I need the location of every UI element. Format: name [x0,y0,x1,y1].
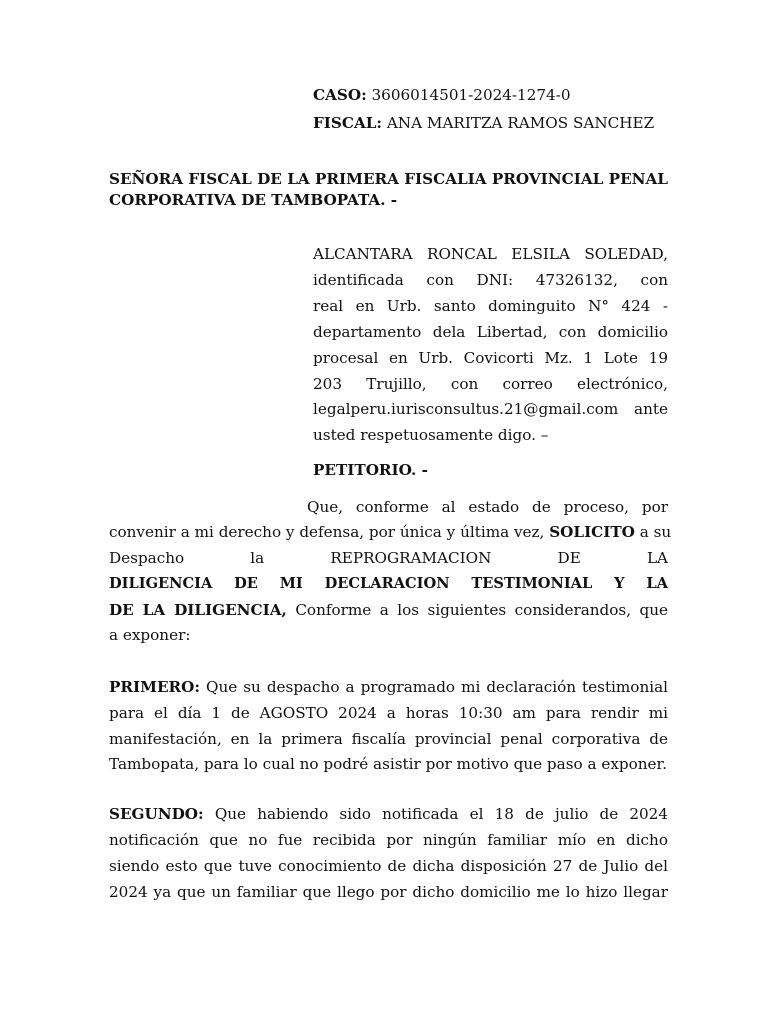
caso-label: CASO: [313,86,367,104]
fiscal-line [313,113,654,133]
petitorio-bold-text: DE LA DILIGENCIA, [109,601,287,619]
solicito-keyword: SOLICITO [549,523,635,541]
primero-line-4: Tambopata, para lo cual no podré asistir por motivo que paso a exponer. [109,755,667,773]
primero-text: Que su despacho a programado mi declaración testimonial [206,678,668,696]
caso-value: 3606014501-2024-1274-0 [371,86,571,104]
petitorio-text: convenir a mi derecho y defensa, por única y última vez, [109,523,545,541]
primero-label: PRIMERO: [109,678,200,696]
primero-line-2: para el día 1 de AGOSTO 2024 a horas 10:30 am para rendir mi [109,704,668,722]
identification-line: legalperu.iurisconsultus.21@gmail.com ante [313,400,668,418]
identification-line: departamento dela Libertad, con domicilio [313,323,668,341]
petitorio-text: Conforme a los siguientes considerandos, que [295,601,668,619]
identification-line: procesal en Urb. Covicorti Mz. 1 Lote 19 [313,349,668,367]
addressee-line-2: CORPORATIVA DE TAMBOPATA. - [109,191,398,209]
petitorio-line-3: Despacho la REPROGRAMACION DE LA [109,549,668,567]
segundo-label: SEGUNDO: [109,805,204,823]
petitorio-line-6: a exponer: [109,626,191,644]
petitorio-line-4: DILIGENCIA DE MI DECLARACION TESTIMONIAL Y LA [109,575,668,592]
segundo-line-4: 2024 ya que un familiar que llego por dicho domicilio me lo hizo llegar [109,883,668,901]
segundo-text: Que habiendo sido notificada el 18 de julio de 2024 [214,805,668,823]
primero-line-1 [109,677,668,699]
petitorio-line-5 [109,600,668,622]
petitorio-line-1: Que, conforme al estado de proceso, por [307,498,668,516]
identification-line: ALCANTARA RONCAL ELSILA SOLEDAD, [313,245,668,263]
segundo-line-1 [109,804,668,826]
identification-line: identificada con DNI: 47326132, con [313,271,668,289]
identification-line: usted respetuosamente digo. – [313,426,549,444]
segundo-line-2: notificación que no fue recibida por ningún familiar mío en dicho [109,831,668,849]
segundo-line-3: siendo esto que tuve conocimiento de dicha disposición 27 de Julio del [109,857,668,875]
identification-line: 203 Trujillo, con correo electrónico, [313,375,668,393]
petitorio-text: a su [639,523,672,541]
fiscal-label: FISCAL: [313,114,383,132]
petitorio-line-2 [109,522,671,542]
identification-line: real en Urb. santo dominguito N° 424 - [313,297,668,315]
primero-line-3: manifestación, en la primera fiscalía provincial penal corporativa de [109,730,668,748]
petitorio-heading: PETITORIO. - [313,461,428,479]
caso-line [313,85,571,105]
addressee-line-1: SEÑORA FISCAL DE LA PRIMERA FISCALIA PROVINCIAL PENAL [109,170,668,188]
fiscal-value: ANA MARITZA RAMOS SANCHEZ [386,114,655,132]
